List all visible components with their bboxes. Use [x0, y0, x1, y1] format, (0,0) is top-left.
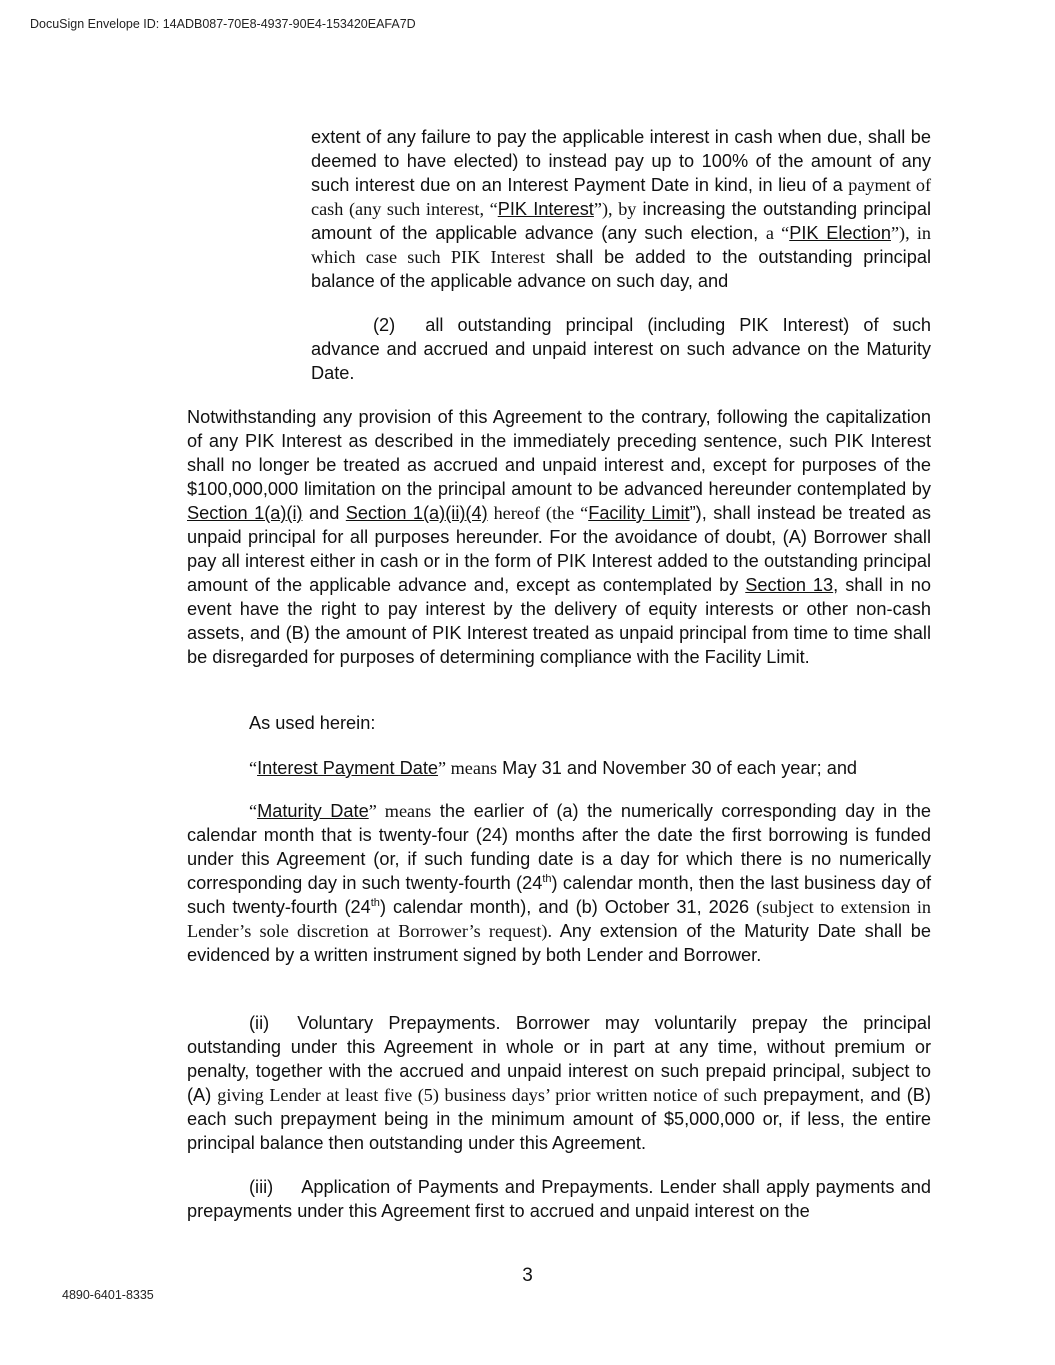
- document-id: 4890-6401-8335: [62, 1288, 154, 1302]
- paragraph-interest-payment-date: “Interest Payment Date” means May 31 and November 30 of each year; and: [249, 758, 858, 778]
- term-maturity-date: Maturity Date: [257, 801, 369, 821]
- paragraph-application-of-payments: (iii) Application of Payments and Prepayments. Lender shall apply payments and prepayments under this Agreement first to accrued and unpaid interest on the: [187, 1177, 931, 1221]
- term-interest-payment-date: Interest Payment Date: [257, 758, 439, 778]
- paragraph-notwithstanding: Notwithstanding any provision of this Agreement to the contrary, following the capitalization of any PIK Interest as described in the immediately preceding sentence, such PIK Interest shall no longer be treated as accrued and unpaid interest and, except for purposes of the $100,000,000 limitation on the principal amount to be advanced hereunder contemplated by Section 1(a)(i) and Section 1(a)(ii)(4) hereof (the “Facility Limit”), shall instead be treated as unpaid principal for all purposes hereunder. For the avoidance of doubt, (A) Borrower shall pay all interest either in cash or in the form of PIK Interest added to the outstanding principal amount of the applicable advance and, except as contemplated by Section 13, shall in no event have the right to pay interest by the delivery of equity interests or other non-cash assets, and (B) the amount of PIK Interest treated as unpaid principal from time to time shall be disregarded for purposes of determining compliance with the Facility Limit.: [187, 407, 932, 667]
- link-section-1aii4: Section 1(a)(ii)(4): [345, 503, 488, 523]
- paragraph-clause-2: (2) all outstanding principal (including PIK Interest) of such advance and accrued and unpaid interest on such advance on the Maturity Date.: [311, 315, 931, 383]
- term-pik-election: PIK Election: [789, 223, 891, 243]
- link-section-1ai: Section 1(a)(i): [187, 503, 303, 523]
- term-pik-interest: PIK Interest: [497, 199, 594, 219]
- paragraph-maturity-date: “Maturity Date” means the earlier of (a) the numerically corresponding day in the calendar month that is twenty-four (24) months after the date the first borrowing is funded under this Agreement (or, if such funding date is a day for which there is no numerically corresponding day in such twenty-fourth (24th) calendar month, then the last business day of such twenty-fourth (24th) calendar month), and (b) October 31, 2026 (subject to extension in Lender’s sole discretion at Borrower’s request). Any extension of the Maturity Date shall be evidenced by a written instrument signed by both Lender and Borrower.: [187, 801, 931, 965]
- envelope-id: DocuSign Envelope ID: 14ADB087-70E8-4937-90E4-153420EAFA7D: [30, 17, 416, 31]
- paragraph-as-used-herein: As used herein:: [249, 713, 376, 733]
- paragraph-voluntary-prepayments: (ii) Voluntary Prepayments. Borrower may voluntarily prepay the principal outstanding under this Agreement in whole or in part at any time, without premium or penalty, together with the accrued and unpaid interest on such prepaid principal, subject to (A) giving Lender at least five (5) business days’ prior written notice of such prepayment, and (B) each such prepayment being in the minimum amount of $5,000,000 or, if less, the entire principal balance then outstanding under this Agreement.: [187, 1013, 931, 1153]
- page-number: 3: [522, 1265, 533, 1286]
- term-facility-limit: Facility Limit: [588, 503, 690, 523]
- paragraph-pik-election: extent of any failure to pay the applicable interest in cash when due, shall be deemed to have elected) to instead pay up to 100% of the amount of any such interest due on an Interest Payment Date in kind, in lieu of a payment of cash (any such interest, “PIK Interest”), by increasing the outstanding principal amount of the applicable advance (any such election, a “PIK Election”), in which case such PIK Interest shall be added to the outstanding principal balance of the applicable advance on such day, and: [311, 127, 932, 291]
- link-section-13: Section 13: [745, 575, 834, 595]
